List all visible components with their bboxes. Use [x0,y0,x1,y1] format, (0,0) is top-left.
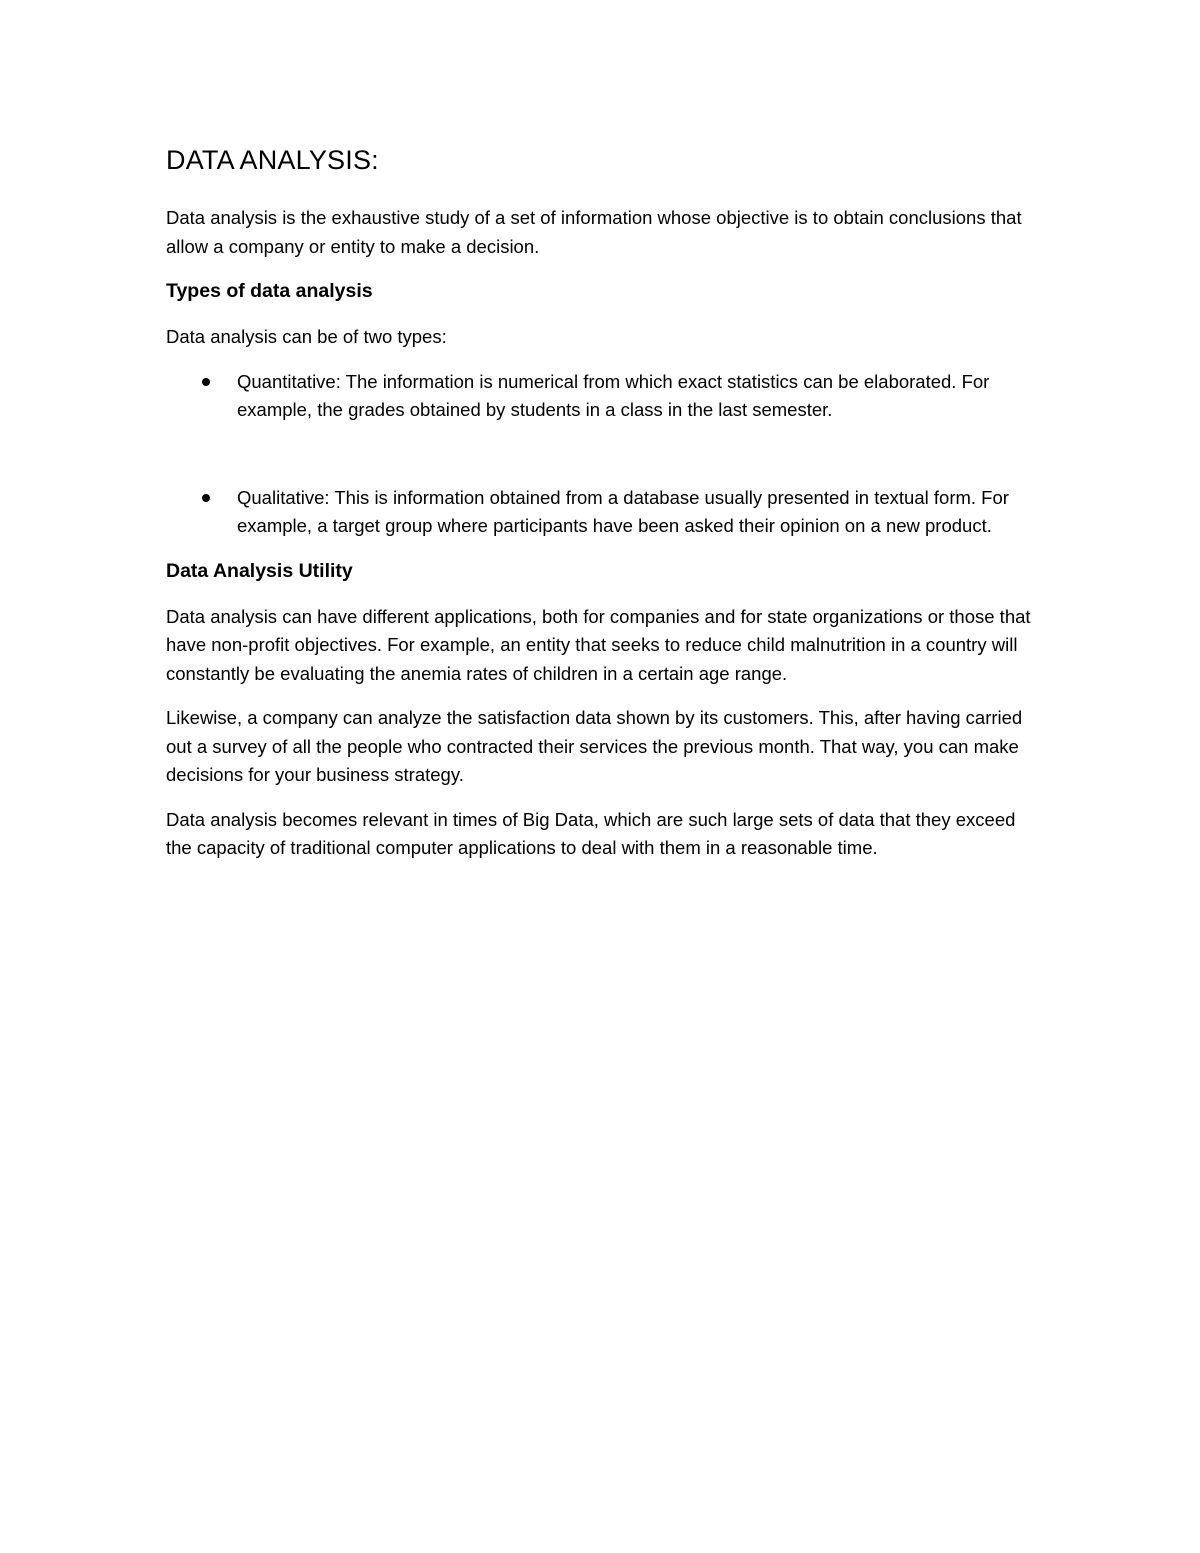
intro-paragraph: Data analysis is the exhaustive study of a set of information whose objective is to obtain conclusions that allow a company or entity to make a decision. [166,207,1022,257]
bullet-dot-icon [202,378,210,386]
bullet-text: The information is numerical from which exact statistics can be elaborated. For example, the grades obtained by students in a class in the last semester. [237,370,990,420]
utility-paragraph-1: Data analysis can have different applications, both for companies and for state organizations or those that have non-profit objectives. For example, an entity that seeks to reduce child malnutrition in a country will constantly be evaluating the anemia rates of children in a certain age range. [166,605,1031,684]
bullet-text: This is information obtained from a database usually presented in textual form. For example, a target group where participants have been asked their opinion on a new product. [237,486,1009,536]
types-lead-paragraph: Data analysis can be of two types: [166,326,447,347]
types-bullet-list [166,368,1046,541]
bullet-term: Qualitative: [237,486,330,508]
bullet-item-qualitative [166,484,1046,541]
bullet-dot-icon [202,494,210,502]
document-body [166,140,1046,879]
utility-paragraph-2: Likewise, a company can analyze the satisfaction data shown by its customers. This, after having carried out a survey of all the people who contracted their services the previous month. That way, you can make decisions for your business strategy. [166,707,1023,785]
utility-heading: Data Analysis Utility [166,559,353,582]
utility-paragraph-3: Data analysis becomes relevant in times of Big Data, which are such large sets of data that they exceed the capacity of traditional computer applications to deal with them in a reasonable time. [166,808,1016,858]
bullet-term: Quantitative: [237,370,341,392]
document-title: DATA ANALYSIS: [166,145,379,175]
types-heading: Types of data analysis [166,280,373,302]
bullet-item-quantitative [166,368,1046,425]
